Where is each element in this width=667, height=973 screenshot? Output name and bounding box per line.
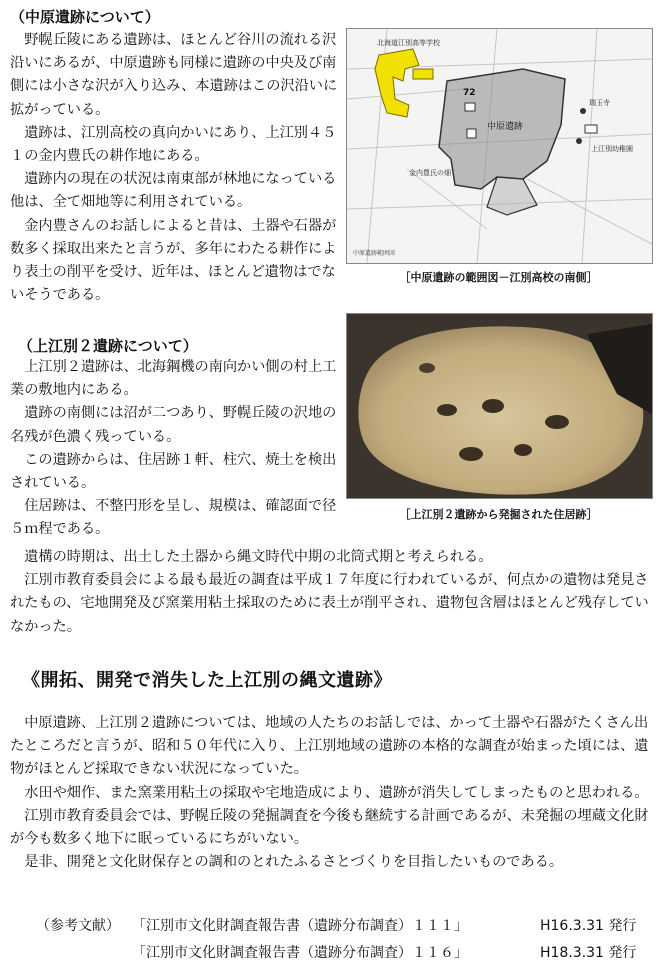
paragraph: 住居跡は、不整円形を呈し、規模は、確認面で径５ｍ程である。 bbox=[10, 498, 337, 538]
site-range-map bbox=[346, 28, 653, 264]
paragraph: 野幌丘陵にある遺跡は、ほとんど谷川の流れる沢沿いにあるが、中原遺跡も同様に遺跡の中央及び南側には小さな沢が入り込み、本遺跡はこの沢沿いに拡がっている。 bbox=[10, 32, 338, 118]
map-label-note: 中原遺跡範囲図 bbox=[353, 250, 396, 257]
paragraph: この遺跡からは、住居跡１軒、柱穴、焼土を検出されている。 bbox=[10, 451, 337, 492]
map-label-farm: 金内豊氏の畑 bbox=[409, 169, 451, 177]
paragraph: 是非、開発と文化財保存との調和のとれたふるさとづくりを目指したいものである。 bbox=[24, 854, 564, 871]
paragraph: 江別市教育委員会では、野幌丘陵の発掘調査を今後も継続する計画であるが、未発掘の埋蔵文化財が今も数多く地下に眠っているにちがいない。 bbox=[10, 807, 649, 848]
section1-text bbox=[10, 29, 338, 307]
section1-heading: （中原遺跡について） bbox=[10, 8, 160, 26]
map-drawing bbox=[347, 29, 652, 263]
section3-text bbox=[10, 712, 656, 874]
paragraph: 江別市教育委員会による最も最近の調査は平成１７年度に行われているが、何点かの遺物は発見されたもの、宅地開発及び窯業用粘土採取のために表土が削平され、遺物包含層はほとんど残存していなかった。 bbox=[10, 572, 649, 635]
reference-date: H18.3.31 発行 bbox=[540, 945, 637, 961]
section2-text bbox=[10, 356, 338, 542]
paragraph: 遺跡の南側には沼が二つあり、野幌丘陵の沢地の名残が色濃く残っている。 bbox=[10, 405, 337, 445]
paragraph: 遺跡は、江別高校の真向かいにあり、上江別４５１の金内豊氏の耕作地にある。 bbox=[10, 124, 337, 165]
paragraph: 遺構の時期は、出土した土器から縄文時代中期の北筒式期と考えられる。 bbox=[24, 549, 493, 565]
section3-heading: 《開拓、開発で消失した上江別の縄文遺跡》 bbox=[22, 670, 392, 691]
references-label: （参考文献） bbox=[36, 918, 120, 934]
map-label-number: 72 bbox=[463, 88, 476, 98]
map-label-shrine: 瑞玉寺 bbox=[589, 99, 610, 107]
section2-full-text bbox=[10, 546, 650, 639]
reference-title: 「江別市文化財調査報告書（遺跡分布調査）１１１」 bbox=[132, 918, 468, 934]
photo-caption: ［上江別２遺跡から発掘された住居跡］ bbox=[399, 508, 598, 521]
map-caption: ［中原遺跡の範囲図－江別高校の南側］ bbox=[399, 271, 598, 284]
dwelling-pit-photo bbox=[346, 313, 653, 499]
paragraph: 水田や畑作、また窯業用粘土の採取や宅地造成により、遺跡が消失してしまったものと思われる。 bbox=[24, 784, 649, 801]
reference-title: 「江別市文化財調査報告書（遺跡分布調査）１１６」 bbox=[132, 945, 468, 961]
paragraph: 中原遺跡、上江別２遺跡については、地域の人たちのお話しでは、かって土器や石器がたくさん出たところだと言うが、昭和５０年代に入り、上江別地域の遺跡の本格的な調査が始まった頃には、遺物がほとんど採取できない状況になっていた。 bbox=[10, 715, 649, 778]
paragraph: 上江別２遺跡は、北海鋼機の南向かい側の村上工業の敷地内にある。 bbox=[10, 359, 337, 399]
paragraph: 遺跡内の現在の状況は南東部が林地になっている他は、全て畑地等に利用されている。 bbox=[10, 171, 337, 211]
paragraph: 金内豊さんのお話しによると昔は、土器や石器が数多く採取出来たと言うが、多年にわたる耕作により表土の削平を受け、近年は、ほとんど遺物はでないそうである。 bbox=[10, 217, 337, 304]
map-label-site: 中原遺跡 bbox=[487, 122, 524, 132]
map-label-school: 北海道江別高等学校 bbox=[377, 39, 440, 47]
map-label-kindergarten: 上江別幼稚園 bbox=[591, 145, 633, 153]
section2-heading: （上江別２遺跡について） bbox=[18, 337, 198, 355]
reference-date: H16.3.31 発行 bbox=[540, 918, 637, 934]
photo-drawing bbox=[347, 314, 652, 498]
